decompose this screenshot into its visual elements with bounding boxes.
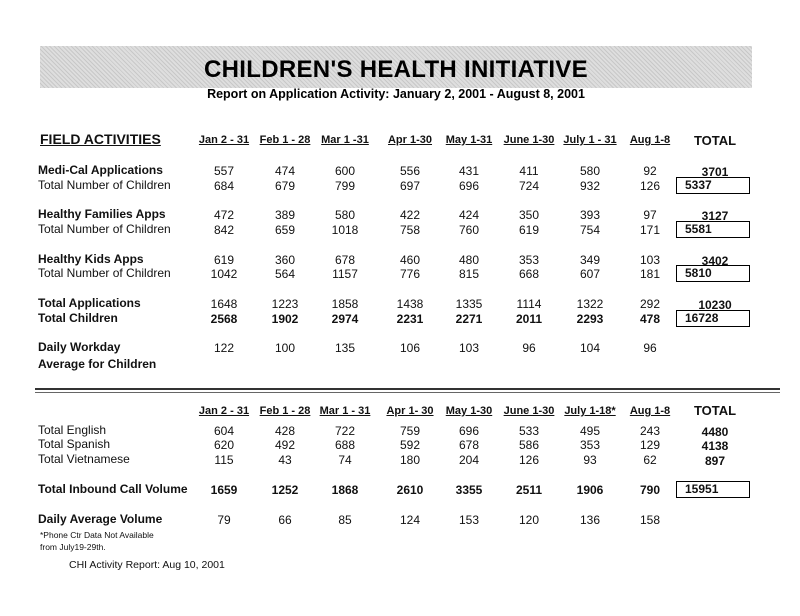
table-cell: 604 [213,424,235,438]
table-cell: 349 [579,253,601,267]
footnote-line2: from July19-29th. [40,542,106,552]
table-cell: 759 [399,424,421,438]
column-header: Jan 2 - 31 [198,405,250,417]
total-cell-boxed: 16728 [676,310,750,327]
row-label: Total Number of Children [38,178,171,192]
row-label: Healthy Kids Apps [38,252,144,266]
table-cell: 180 [399,453,421,467]
table-cell: 2271 [455,312,483,326]
table-cell: 659 [274,223,296,237]
section-divider-thin [35,392,780,393]
table-cell: 760 [458,223,480,237]
table-cell: 292 [639,297,661,311]
table-cell: 66 [278,513,292,527]
table-cell: 97 [643,208,657,222]
table-cell: 932 [579,179,601,193]
table-cell: 679 [274,179,296,193]
table-cell: 74 [338,453,352,467]
column-header: June 1-30 [503,405,555,417]
table-cell: 103 [639,253,661,267]
table-cell: 480 [458,253,480,267]
column-header: Apr 1-30 [387,134,433,146]
table-cell: 592 [399,438,421,452]
table-cell: 668 [518,267,540,281]
total-cell-boxed: 15951 [676,481,750,498]
table-cell: 3355 [455,483,483,497]
table-cell: 1018 [331,223,359,237]
table-cell: 619 [518,223,540,237]
footnote-line1: *Phone Ctr Data Not Available [40,530,154,540]
table-cell: 1858 [331,297,359,311]
table-cell: 495 [579,424,601,438]
report-footer-note: CHI Activity Report: Aug 10, 2001 [69,559,225,571]
table-cell: 586 [518,438,540,452]
column-header: Mar 1 -31 [321,134,369,146]
column-header: June 1-30 [503,134,555,146]
table-cell: 758 [399,223,421,237]
table-cell: 1659 [210,483,238,497]
table-cell: 533 [518,424,540,438]
table-cell: 158 [639,513,661,527]
table-cell: 96 [643,341,657,355]
row-label: Total Applications [38,296,141,310]
row-label: Medi-Cal Applications [38,163,163,177]
table-cell: 556 [399,164,421,178]
table-cell: 2231 [396,312,424,326]
table-cell: 722 [334,424,356,438]
total-cell: 4138 [701,439,729,453]
table-cell: 474 [274,164,296,178]
column-header: Apr 1- 30 [386,405,434,417]
table-cell: 126 [639,179,661,193]
table-cell: 1252 [271,483,299,497]
total-cell: 3402 [701,254,729,268]
total-cell: 4480 [701,425,729,439]
table-cell: 96 [522,341,536,355]
table-cell: 1157 [332,267,358,281]
table-cell: 428 [274,424,296,438]
table-cell: 2568 [210,312,238,326]
table-cell: 724 [518,179,540,193]
table-cell: 136 [579,513,601,527]
table-cell: 360 [274,253,296,267]
table-cell: 181 [639,267,661,281]
table-cell: 124 [399,513,421,527]
column-header: Aug 1-8 [629,405,671,417]
table-cell: 350 [518,208,540,222]
table-cell: 678 [458,438,480,452]
table-cell: 842 [213,223,235,237]
table-cell: 696 [458,179,480,193]
table-cell: 492 [274,438,296,452]
report-subtitle: Report on Application Activity: January 2, 2001 - August 8, 2001 [207,87,585,101]
total-cell: 897 [704,454,726,468]
table-cell: 607 [579,267,601,281]
table-cell: 104 [579,341,601,355]
table-cell: 1906 [576,483,604,497]
row-label: Total Number of Children [38,266,171,280]
total-cell: 10230 [698,298,732,312]
column-header: Mar 1 - 31 [319,405,371,417]
total-cell: 3701 [701,165,729,179]
table-cell: 93 [583,453,597,467]
row-label: Daily Workday [38,340,121,354]
total-cell-boxed: 5337 [676,177,750,194]
total-cell-boxed: 5581 [676,221,750,238]
table-cell: 697 [399,179,421,193]
table-cell: 120 [518,513,540,527]
table-cell: 1868 [331,483,359,497]
table-cell: 1648 [210,297,238,311]
table-cell: 460 [399,253,421,267]
row-label: Total Spanish [38,437,111,451]
table-cell: 2293 [576,312,604,326]
table-cell: 431 [458,164,480,178]
table-cell: 103 [458,341,480,355]
table-cell: 696 [458,424,480,438]
table-cell: 129 [639,438,661,452]
table-cell: 1438 [396,297,424,311]
table-cell: 122 [213,341,235,355]
section-divider [35,388,780,390]
table-cell: 171 [639,223,661,237]
table-cell: 754 [579,223,601,237]
column-header: July 1-18* [564,405,616,417]
row-label: Total English [38,423,107,437]
table-cell: 790 [639,483,661,497]
row-label: Total Inbound Call Volume [38,482,188,496]
column-header: Aug 1-8 [629,134,671,146]
table-cell: 557 [213,164,235,178]
table-cell: 153 [458,513,480,527]
table-cell: 776 [399,267,421,281]
table-cell: 2511 [515,483,543,497]
table-cell: 204 [458,453,480,467]
row-label: Total Children [38,311,118,325]
column-header: May 1-30 [445,405,493,417]
table-cell: 619 [213,253,235,267]
table-cell: 100 [274,341,296,355]
table-cell: 678 [334,253,356,267]
table-cell: 79 [217,513,231,527]
table-cell: 411 [519,164,539,178]
total-cell: 3127 [701,209,729,223]
table-cell: 815 [458,267,480,281]
table-cell: 85 [338,513,352,527]
table-cell: 92 [643,164,657,178]
table-cell: 393 [579,208,601,222]
table-cell: 424 [458,208,480,222]
report-title: CHILDREN'S HEALTH INITIATIVE [204,56,588,83]
table-cell: 472 [213,208,235,222]
table-cell: 564 [274,267,296,281]
column-header: Feb 1 - 28 [259,405,311,417]
column-header: Jan 2 - 31 [198,134,250,146]
table-cell: 135 [334,341,356,355]
row-label: Healthy Families Apps [38,207,166,221]
table-cell: 620 [213,438,235,452]
table-cell: 1322 [576,297,604,311]
table-cell: 353 [579,438,601,452]
table-cell: 62 [643,453,657,467]
row-label-continued: Average for Children [38,357,157,371]
table-cell: 1335 [455,297,483,311]
total-column-header: TOTAL [693,403,737,418]
table-cell: 1902 [271,312,299,326]
table-cell: 2011 [515,312,543,326]
table-cell: 580 [334,208,356,222]
table-cell: 688 [334,438,356,452]
table-cell: 115 [214,453,234,467]
column-header: July 1 - 31 [563,134,617,146]
table-cell: 353 [518,253,540,267]
total-cell-boxed: 5810 [676,265,750,282]
table-cell: 478 [639,312,661,326]
table-cell: 1114 [516,297,542,311]
table-cell: 600 [334,164,356,178]
table-cell: 2974 [331,312,359,326]
table-cell: 684 [213,179,235,193]
table-cell: 580 [579,164,601,178]
row-label: Daily Average Volume [38,512,163,526]
table-cell: 1223 [271,297,299,311]
table-cell: 389 [274,208,296,222]
row-label: Total Vietnamese [38,452,130,466]
column-header: May 1-31 [445,134,493,146]
table-cell: 106 [399,341,421,355]
table-cell: 799 [334,179,356,193]
table-cell: 243 [639,424,661,438]
table-cell: 126 [518,453,540,467]
column-header: Feb 1 - 28 [259,134,311,146]
field-activities-title: FIELD ACTIVITIES [40,131,161,147]
row-label: Total Number of Children [38,222,171,236]
total-column-header: TOTAL [693,133,737,148]
table-cell: 1042 [210,267,238,281]
table-cell: 422 [399,208,421,222]
table-cell: 43 [278,453,292,467]
table-cell: 2610 [396,483,424,497]
